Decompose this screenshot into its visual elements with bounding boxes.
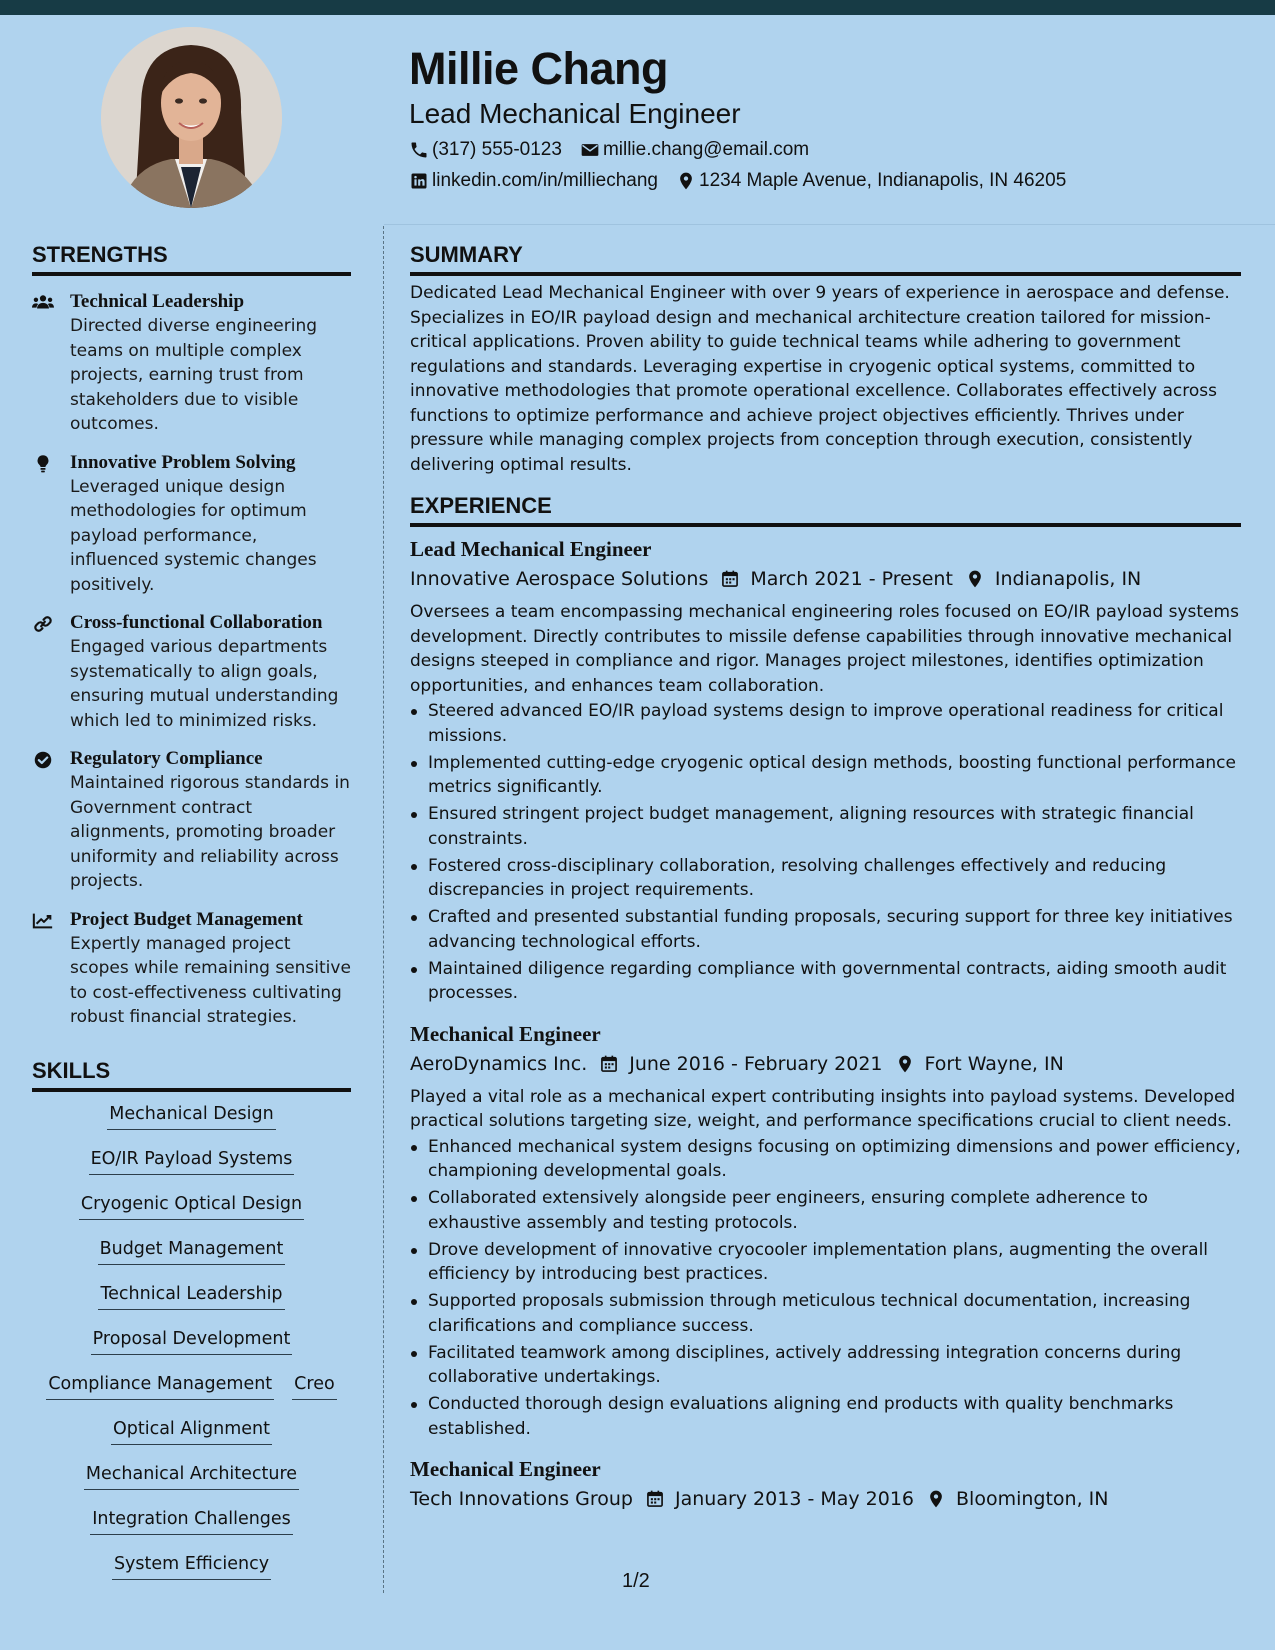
job-location: Fort Wayne, IN	[924, 1052, 1064, 1075]
strength-desc: Expertly managed project scopes while remaining sensitive to cost-effectiveness cultivating robust financial strategies.	[70, 933, 351, 1027]
map-pin-icon	[895, 1054, 915, 1074]
skill-tag: Integration Challenges	[90, 1504, 293, 1535]
left-column	[32, 240, 351, 1594]
job-bullets	[410, 699, 1241, 1006]
bullet-item: Ensured stringent project budget management, aligning resources with strategic financial constraints.	[410, 802, 1241, 851]
check-circle-icon	[32, 755, 54, 774]
skills-list	[32, 1099, 351, 1583]
strength-name: Cross-functional Collaboration	[70, 612, 323, 633]
job-role: Mechanical Engineer	[410, 1021, 601, 1046]
skill-tag: Mechanical Design	[107, 1099, 275, 1130]
job-entry	[410, 1020, 1241, 1442]
bullet-item: Steered advanced EO/IR payload systems design to improve operational readiness for critical missions.	[410, 699, 1241, 748]
contact-phone	[409, 138, 562, 162]
job-description: Oversees a team encompassing mechanical engineering roles focused on EO/IR payload systems development. Directly contributes to missile defense capabilities through innovative mechanical designs steeped in compliance and rigor. Manages project milestones, identifies optimization opportunities, and enhances team collaboration.	[410, 602, 1239, 696]
skill-tag: Mechanical Architecture	[84, 1459, 299, 1490]
strength-item	[32, 908, 351, 1030]
skill-tag: Budget Management	[98, 1234, 286, 1265]
job-location: Bloomington, IN	[956, 1488, 1109, 1510]
chart-line-icon	[32, 916, 54, 935]
bullet-item: Enhanced mechanical system designs focusing on optimizing dimensions and power efficiency, championing developmental goals.	[410, 1135, 1241, 1184]
bullet-item: Drove development of innovative cryocooler implementation plans, augmenting the overall efficiency by introducing best practices.	[410, 1238, 1241, 1287]
bullet-item: Maintained diligence regarding compliance with governmental contracts, aiding smooth audit processes.	[410, 957, 1241, 1006]
skill-tag: Cryogenic Optical Design	[79, 1189, 304, 1220]
phone-text: (317) 555-0123	[432, 139, 562, 160]
skill-tag: System Efficiency	[112, 1549, 271, 1580]
job-company: Innovative Aerospace Solutions	[410, 568, 709, 590]
link-icon	[32, 619, 54, 638]
job-meta	[410, 1485, 1241, 1513]
strengths-heading: STRENGTHS	[32, 240, 351, 276]
users-icon	[32, 298, 54, 317]
bullet-item: Collaborated extensively alongside peer engineers, ensuring complete adherence to exhaustive assembly and testing protocols.	[410, 1186, 1241, 1235]
strength-desc: Engaged various departments systematically to align goals, ensuring mutual understanding which led to minimized risks.	[70, 637, 339, 731]
skill-tag: EO/IR Payload Systems	[89, 1144, 295, 1175]
contact-row-1	[409, 138, 1229, 162]
page-number: 1/2	[622, 1570, 650, 1592]
contact-email[interactable]	[580, 138, 809, 162]
skills-heading: SKILLS	[32, 1056, 351, 1092]
bullet-item: Crafted and presented substantial funding proposals, securing support for three key initiatives advancing technological efforts.	[410, 905, 1241, 954]
summary-text: Dedicated Lead Mechanical Engineer with over 9 years of experience in aerospace and defense. Specializes in EO/IR payload design and mechanical architecture creation tailored for mission-critical applications. Proven ability to guide technical teams while adhering to government regulations and standards. Leveraging expertise in cryogenic optical systems, committed to innovative methodologies that promote operational excellence. Collaborates effectively across functions to optimize performance and achieve project objectives efficiently. Thrives under pressure while managing complex projects from conception through execution, consistently delivering optimal results.	[410, 283, 1230, 475]
skill-tag: Technical Leadership	[98, 1279, 284, 1310]
lightbulb-icon	[32, 459, 54, 478]
header-divider	[384, 224, 1275, 225]
email-text[interactable]: millie.chang@email.com	[602, 139, 810, 160]
linkedin-icon	[409, 171, 429, 191]
bullet-item: Supported proposals submission through meticulous technical documentation, increasing clarifications and compliance success.	[410, 1289, 1241, 1338]
job-meta	[410, 1050, 1241, 1078]
map-pin-icon	[926, 1489, 946, 1509]
profile-photo	[101, 27, 282, 208]
map-pin-icon	[676, 171, 696, 191]
column-divider	[383, 226, 384, 1593]
candidate-title: Lead Mechanical Engineer	[409, 98, 741, 129]
skill-tag: Compliance Management	[46, 1369, 274, 1400]
job-meta	[410, 565, 1241, 593]
job-dates: January 2013 - May 2016	[674, 1488, 915, 1510]
strength-item	[32, 611, 351, 733]
candidate-name: Millie Chang	[409, 43, 669, 94]
strength-desc: Maintained rigorous standards in Government contract alignments, promoting broader uniformity and reliability across projects.	[70, 773, 350, 891]
contact-row-2	[409, 169, 1229, 193]
skill-tag: Proposal Development	[91, 1324, 293, 1355]
calendar-icon	[599, 1054, 619, 1074]
strength-name: Innovative Problem Solving	[70, 451, 296, 473]
job-bullets	[410, 1135, 1241, 1442]
job-role: Mechanical Engineer	[410, 1457, 601, 1481]
bullet-item: Implemented cutting-edge cryogenic optical design methods, boosting functional performance metrics significantly.	[410, 751, 1241, 800]
strength-desc: Leveraged unique design methodologies for optimum payload performance, influenced systemic changes positively.	[70, 476, 317, 595]
job-entry	[410, 535, 1241, 1006]
phone-icon	[409, 140, 429, 160]
envelope-icon	[580, 140, 600, 160]
bullet-item: Facilitated teamwork among disciplines, actively addressing integration concerns during collaborative undertakings.	[410, 1341, 1241, 1390]
top-bar	[0, 0, 1275, 15]
bullet-item: Fostered cross-disciplinary collaboration, resolving challenges effectively and reducing discrepancies in project requirements.	[410, 854, 1241, 903]
job-role: Lead Mechanical Engineer	[410, 537, 652, 561]
strength-name: Technical Leadership	[70, 291, 245, 312]
job-location: Indianapolis, IN	[994, 568, 1142, 590]
job-company: AeroDynamics Inc.	[410, 1052, 588, 1075]
summary-heading: SUMMARY	[410, 240, 1241, 276]
strength-item	[32, 747, 351, 894]
strength-desc: Directed diverse engineering teams on multiple complex projects, earning trust from stakeholders due to visible outcomes.	[70, 316, 318, 434]
resume-header	[409, 40, 1229, 193]
skill-tag: Optical Alignment	[111, 1414, 272, 1445]
strength-name: Regulatory Compliance	[70, 748, 263, 769]
right-column	[410, 240, 1241, 1513]
bullet-item: Conducted thorough design evaluations aligning end products with quality benchmarks established.	[410, 1392, 1241, 1441]
contact-address	[676, 169, 1066, 193]
strength-name: Project Budget Management	[70, 908, 303, 930]
address-text: 1234 Maple Avenue, Indianapolis, IN 46205	[699, 170, 1067, 191]
job-dates: June 2016 - February 2021	[629, 1052, 883, 1075]
strength-item	[32, 451, 351, 598]
job-company: Tech Innovations Group	[410, 1488, 633, 1510]
calendar-icon	[720, 569, 740, 589]
map-pin-icon	[965, 569, 985, 589]
skill-tag: Creo	[292, 1369, 337, 1400]
job-dates: March 2021 - Present	[750, 568, 953, 590]
job-description: Played a vital role as a mechanical expert contributing insights into payload systems. Developed practical solutions targeting size, weight, and performance specifications crucial to client needs.	[410, 1086, 1236, 1131]
experience-heading: EXPERIENCE	[410, 491, 1241, 527]
contact-linkedin[interactable]	[409, 169, 658, 193]
linkedin-text[interactable]: linkedin.com/in/milliechang	[432, 170, 658, 191]
job-entry	[410, 1455, 1241, 1513]
calendar-icon	[645, 1489, 665, 1509]
strength-item	[32, 290, 351, 437]
